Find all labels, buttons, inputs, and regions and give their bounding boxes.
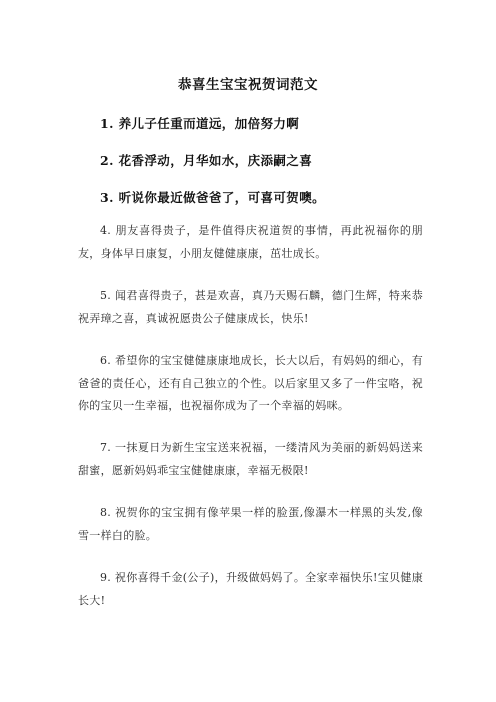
paragraph-9: 9. 祝你喜得千金(公子)，升级做妈妈了。全家幸福快乐!宝贝健康长大! <box>78 571 423 607</box>
headline-item-1: 1. 养儿子任重而道远，加倍努力啊 <box>100 116 300 131</box>
paragraph-6: 6. 希望你的宝宝健健康康地成长，长大以后，有妈妈的细心，有爸爸的责任心，还有自己独立的个性。以后家里又多了一件宝咯，祝你的宝贝一生幸福，也祝福你成为了一个幸福的妈咪。 <box>78 354 423 412</box>
paragraph-4: 4. 朋友喜得贵子，是件值得庆祝道贺的事情，再此祝福你的朋友，身体早日康复，小朋友健健康康，茁壮成长。 <box>78 224 423 260</box>
headline-item-2: 2. 花香浮动，月华如水，庆添嗣之喜 <box>100 153 313 168</box>
document-title: 恭喜生宝宝祝贺词范文 <box>178 77 318 93</box>
paragraph-8: 8. 祝贺你的宝宝拥有像苹果一样的脸蛋,像瀑木一样黑的头发,像雪一样白的脸。 <box>78 506 423 542</box>
headline-item-3: 3. 听说你最近做爸爸了，可喜可贺噢。 <box>100 190 326 205</box>
paragraph-7: 7. 一抹夏日为新生宝宝送来祝福，一缕清风为美丽的新妈妈送来甜蜜，愿新妈妈乖宝宝健健康康，幸福无极限! <box>78 441 423 477</box>
paragraph-5: 5. 闻君喜得贵子，甚是欢喜，真乃天赐石麟，德门生辉，特来恭祝弄璋之喜，真诚祝愿贵公子健康成长，快乐! <box>78 289 423 325</box>
